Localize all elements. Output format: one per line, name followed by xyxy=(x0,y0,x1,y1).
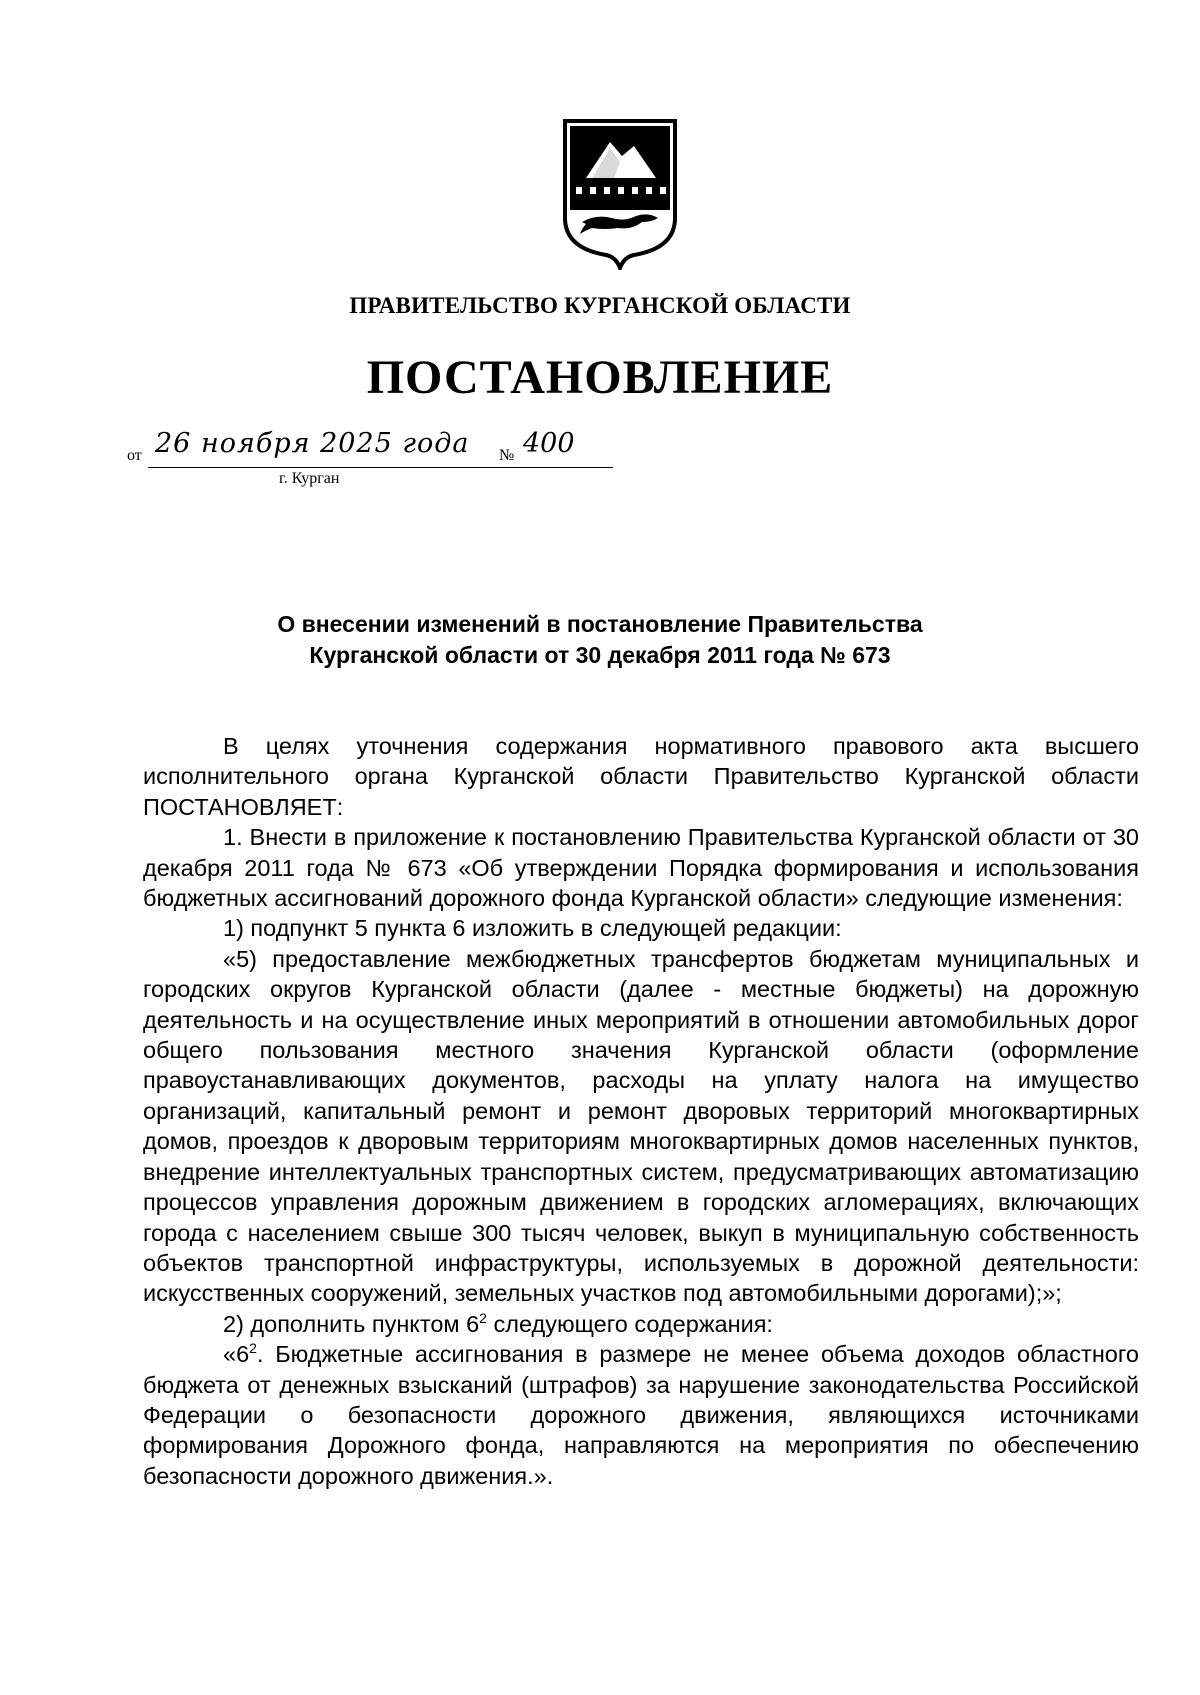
text-fragment: . Бюджетные ассигнования в размере не менее объема доходов областного бюджета от денежных взысканий (штрафов) за нарушение законодательства Российской Федерации о безопасности дорожного движения, являющихся источниками формирования Дорожного фонда, направляются на мероприятия по обеспечению безопасности дорожного движения.». xyxy=(143,1341,1139,1489)
city-label: г. Курган xyxy=(279,470,340,487)
superscript: 2 xyxy=(249,1340,257,1357)
date-number-line xyxy=(127,428,647,497)
organization-title: ПРАВИТЕЛЬСТВО КУРГАНСКОЙ ОБЛАСТИ xyxy=(349,293,851,318)
paragraph-subitem-5-text: «5) предоставление межбюджетных трансфертов бюджетам муниципальных и городских округов Курганской области (далее - местные бюджеты) на дорожную деятельность и на осуществление иных мероприятий в отношении автомобильных дорог общего пользования местного значения Курганской области (оформление правоустанавливающих документов, расходы на уплату налога на имущество организаций, капитальный ремонт и ремонт дворовых территорий многоквартирных домов, проездов к дворовым территориям многоквартирных домов населенных пунктов, внедрение интеллектуальных транспортных систем, предусматривающих автоматизацию процессов управления дорожным движением в городских агломерациях, включающих города с населением свыше 300 тысяч человек, выкуп в муниципальную собственность объектов транспортной инфраструктуры, используемых в дорожной деятельности: искусственных сооружений, земельных участков под автомобильными дорогами);»; xyxy=(143,945,1139,1307)
superscript: 2 xyxy=(479,1309,487,1326)
paragraph-subitem-2 xyxy=(143,1309,1139,1339)
handwritten-date: 26 ноября 2025 года xyxy=(155,428,470,459)
coat-of-arms-emblem xyxy=(562,118,678,270)
paragraph-subitem-1: 1) подпункт 5 пункта 6 изложить в следующей редакции: xyxy=(223,915,842,942)
paragraph-item-6-2-text xyxy=(143,1339,1139,1491)
heading-line-2: Курганской области от 30 декабря 2011 года № 673 xyxy=(309,642,891,668)
paragraph-item-1: 1. Внести в приложение к постановлению Правительства Курганской области от 30 декабря 2011 года № 673 «Об утверждении Порядка формирования и использования бюджетных ассигнований дорожного фонда Курганской области» следующие изменения: xyxy=(143,824,1139,912)
text-fragment: «6 xyxy=(223,1341,250,1368)
document-body xyxy=(143,731,1139,1491)
document-type-title: ПОСТАНОВЛЕНИЕ xyxy=(366,351,834,404)
date-underline xyxy=(148,467,613,468)
heading-line-1: О внесении изменений в постановление Правительства xyxy=(277,611,923,637)
date-prefix: от xyxy=(127,447,142,464)
paragraph-preamble: В целях уточнения содержания нормативного правового акта высшего исполнительного органа Курганской области Правительство Курганской области ПОСТАНОВЛЯЕТ: xyxy=(143,733,1139,820)
document-heading xyxy=(0,609,1200,671)
text-fragment: 2) дополнить пунктом 6 xyxy=(223,1310,480,1337)
text-fragment: следующего содержания: xyxy=(486,1310,773,1337)
number-label: № xyxy=(499,447,515,464)
handwritten-number: 400 xyxy=(523,428,575,459)
